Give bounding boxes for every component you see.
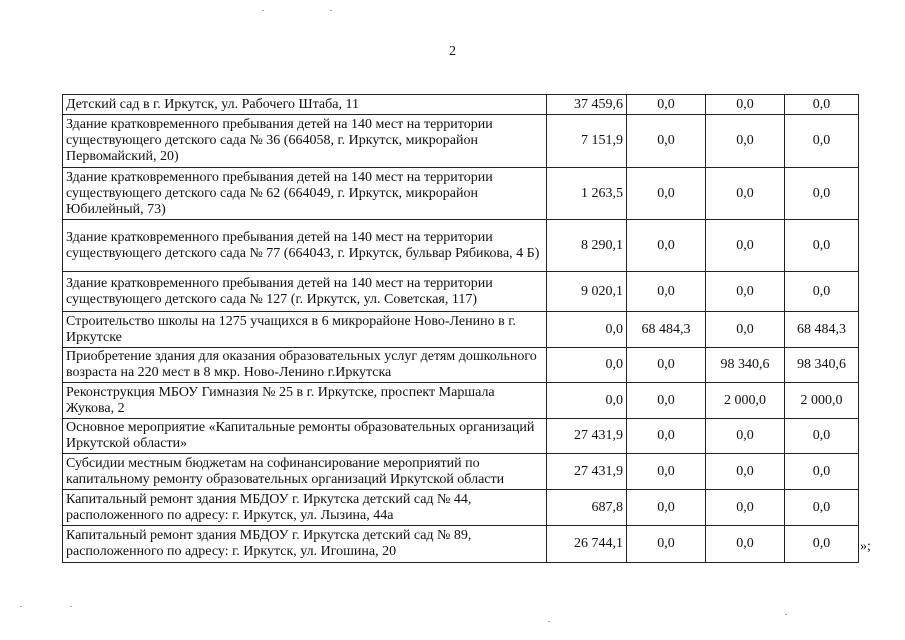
table-row	[63, 312, 859, 348]
row-name: Основное мероприятие «Капитальные ремонты образовательных организаций Иркутской области»	[63, 419, 547, 454]
row-value-2: 0,0	[627, 348, 706, 383]
row-name: Субсидии местным бюджетам на софинансирование мероприятий по капитальному ремонту образовательных организаций Иркутской области	[63, 454, 547, 490]
row-name: Здание кратковременного пребывания детей на 140 мест на территории существующего детского сада № 77 (664043, г. Иркутск, бульвар Рябикова, 4 Б)	[63, 220, 547, 272]
row-value-3: 0,0	[706, 312, 785, 348]
row-value-2: 0,0	[627, 115, 706, 168]
row-value-1: 0,0	[547, 312, 627, 348]
budget-table	[62, 94, 859, 563]
row-name: Строительство школы на 1275 учащихся в 6 микрорайоне Ново-Ленино в г. Иркутске	[63, 312, 547, 348]
table-row	[63, 526, 859, 563]
row-value-1: 1 263,5	[547, 168, 627, 220]
row-value-4: 0,0	[785, 115, 859, 168]
scan-speck	[785, 614, 787, 615]
row-value-3: 0,0	[706, 454, 785, 490]
row-value-3: 98 340,6	[706, 348, 785, 383]
row-value-1: 0,0	[547, 383, 627, 419]
table-row	[63, 220, 859, 272]
row-name: Капитальный ремонт здания МБДОУ г. Иркутска детский сад № 89, расположенного по адресу: г. Иркутск, ул. Игошина, 20	[63, 526, 547, 563]
table-row	[63, 95, 859, 115]
row-value-1: 37 459,6	[547, 95, 627, 115]
row-value-2: 68 484,3	[627, 312, 706, 348]
row-value-4: 0,0	[785, 272, 859, 312]
row-value-2: 0,0	[627, 419, 706, 454]
row-name: Здание кратковременного пребывания детей на 140 мест на территории существующего детского сада № 62 (664049, г. Иркутск, микрорайон Юбилейный, 73)	[63, 168, 547, 220]
row-value-3: 0,0	[706, 272, 785, 312]
row-value-2: 0,0	[627, 490, 706, 526]
row-value-3: 0,0	[706, 115, 785, 168]
row-value-2: 0,0	[627, 220, 706, 272]
table-row	[63, 454, 859, 490]
row-value-2: 0,0	[627, 168, 706, 220]
table-row	[63, 272, 859, 312]
row-value-2: 0,0	[627, 95, 706, 115]
row-value-1: 27 431,9	[547, 419, 627, 454]
row-value-1: 687,8	[547, 490, 627, 526]
row-value-4: 0,0	[785, 454, 859, 490]
row-value-2: 0,0	[627, 383, 706, 419]
scan-speck	[330, 10, 332, 11]
row-value-4: 0,0	[785, 220, 859, 272]
row-value-3: 0,0	[706, 490, 785, 526]
scan-speck	[262, 10, 264, 11]
row-value-4: 2 000,0	[785, 383, 859, 419]
row-value-4: 0,0	[785, 95, 859, 115]
table-row	[63, 419, 859, 454]
table-row	[63, 490, 859, 526]
row-value-3: 0,0	[706, 419, 785, 454]
scan-speck	[20, 606, 22, 607]
row-name: Здание кратковременного пребывания детей на 140 мест на территории существующего детского сада № 127 (г. Иркутск, ул. Советская, 117)	[63, 272, 547, 312]
row-value-2: 0,0	[627, 272, 706, 312]
row-value-3: 0,0	[706, 526, 785, 563]
row-value-3: 0,0	[706, 95, 785, 115]
table-row	[63, 115, 859, 168]
scan-speck	[548, 621, 550, 622]
row-value-2: 0,0	[627, 526, 706, 563]
scan-speck	[70, 606, 72, 607]
row-name: Капитальный ремонт здания МБДОУ г. Иркутска детский сад № 44, расположенного по адресу: г. Иркутск, ул. Лызина, 44а	[63, 490, 547, 526]
row-value-3: 2 000,0	[706, 383, 785, 419]
closing-quote-mark: »;	[860, 539, 871, 554]
row-value-2: 0,0	[627, 454, 706, 490]
row-value-4: 0,0	[785, 419, 859, 454]
row-value-3: 0,0	[706, 168, 785, 220]
row-value-4: 0,0	[785, 168, 859, 220]
row-value-4: 68 484,3	[785, 312, 859, 348]
row-value-1: 9 020,1	[547, 272, 627, 312]
row-value-1: 0,0	[547, 348, 627, 383]
row-value-1: 26 744,1	[547, 526, 627, 563]
row-name: Детский сад в г. Иркутск, ул. Рабочего Штаба, 11	[63, 95, 547, 115]
row-value-4: 0,0	[785, 490, 859, 526]
page-number: 2	[449, 44, 456, 59]
row-value-4: 98 340,6	[785, 348, 859, 383]
row-name: Здание кратковременного пребывания детей на 140 мест на территории существующего детского сада № 36 (664058, г. Иркутск, микрорайон Первомайский, 20)	[63, 115, 547, 168]
table-row	[63, 383, 859, 419]
table-row	[63, 168, 859, 220]
table-row	[63, 348, 859, 383]
row-value-1: 27 431,9	[547, 454, 627, 490]
row-name: Приобретение здания для оказания образовательных услуг детям дошкольного возраста на 220 мест в 8 мкр. Ново-Ленино г.Иркутска	[63, 348, 547, 383]
row-value-3: 0,0	[706, 220, 785, 272]
row-name: Реконструкция МБОУ Гимназия № 25 в г. Иркутске, проспект Маршала Жукова, 2	[63, 383, 547, 419]
row-value-1: 8 290,1	[547, 220, 627, 272]
row-value-4: 0,0	[785, 526, 859, 563]
row-value-1: 7 151,9	[547, 115, 627, 168]
